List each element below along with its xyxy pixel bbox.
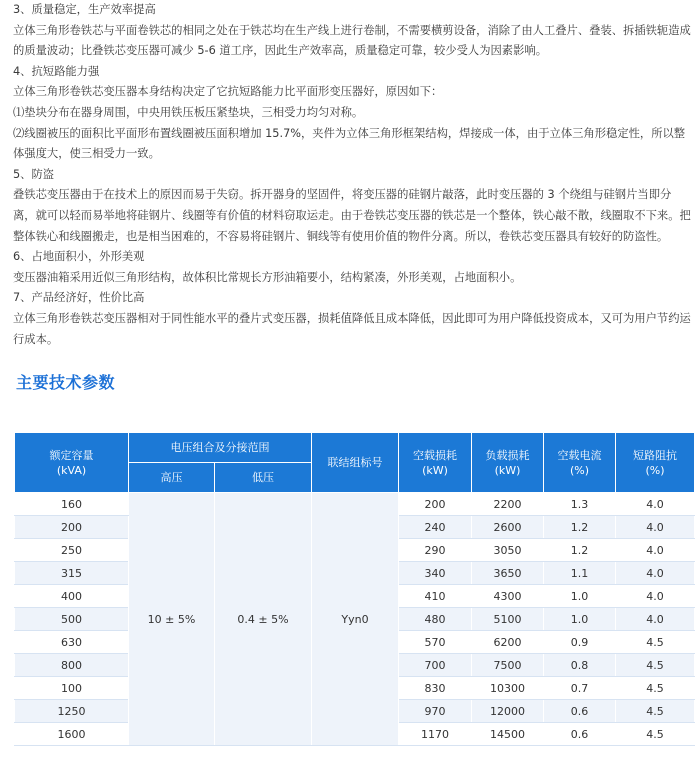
heading-quality: 3、质量稳定，生产效率提高 xyxy=(13,3,156,16)
cell-load-loss: 5100 xyxy=(472,608,544,631)
cell-no-load-current: 1.0 xyxy=(544,585,616,608)
cell-no-load-current: 0.7 xyxy=(544,677,616,700)
spec-table xyxy=(14,432,695,746)
cell-no-load-current: 0.6 xyxy=(544,723,616,746)
cell-load-loss: 4300 xyxy=(472,585,544,608)
cell-no-load-loss: 240 xyxy=(399,516,472,539)
cell-no-load-loss: 830 xyxy=(399,677,472,700)
table-row xyxy=(15,493,695,516)
col-header-capacity-unit: (kVA) xyxy=(56,463,87,477)
cell-impedance: 4.5 xyxy=(616,654,695,677)
cell-no-load-loss: 340 xyxy=(399,562,472,585)
heading-anti-theft: 5、防盗 xyxy=(13,167,55,181)
col-header-impedance-unit: (%) xyxy=(645,463,665,477)
cell-impedance: 4.0 xyxy=(616,585,695,608)
cell-no-load-current: 1.3 xyxy=(544,493,616,516)
cell-load-loss: 3650 xyxy=(472,562,544,585)
cell-capacity: 1600 xyxy=(15,723,129,746)
cell-load-loss: 14500 xyxy=(472,723,544,746)
cell-capacity: 315 xyxy=(15,562,129,585)
col-header-no-load-loss-label: 空载损耗 xyxy=(413,448,457,462)
cell-no-load-loss: 1170 xyxy=(399,723,472,746)
cell-no-load-current: 1.2 xyxy=(544,516,616,539)
cell-load-loss: 3050 xyxy=(472,539,544,562)
cell-impedance: 4.0 xyxy=(616,562,695,585)
col-header-no-load-current-unit: (%) xyxy=(569,463,590,477)
cell-no-load-current: 1.1 xyxy=(544,562,616,585)
cell-capacity: 630 xyxy=(15,631,129,654)
cell-no-load-current: 0.8 xyxy=(544,654,616,677)
cell-impedance: 4.0 xyxy=(616,493,695,516)
cell-no-load-current: 1.2 xyxy=(544,539,616,562)
feature-text xyxy=(13,0,693,350)
cell-no-load-loss: 480 xyxy=(399,608,472,631)
list-item-coil-area: ⑵线圈被压的面积比平面形布置线圈被压面积增加 15.7%，夹件为立体三角形框架结构，焊接成一体，由于立体三角形稳定性，所以整体强度大，使三相受力一致。 xyxy=(13,126,686,161)
heading-footprint: 6、占地面积小，外形美观 xyxy=(13,250,145,264)
cell-connection: Yyn0 xyxy=(312,493,399,746)
col-header-no-load-loss xyxy=(399,433,472,493)
cell-load-loss: 12000 xyxy=(472,700,544,723)
col-header-low-voltage: 低压 xyxy=(215,463,312,493)
cell-no-load-current: 0.6 xyxy=(544,700,616,723)
list-item-spacers: ⑴垫块分布在器身周围，中央用铁压板压紧垫块，三相受力均匀对称。 xyxy=(13,105,364,119)
cell-no-load-loss: 700 xyxy=(399,654,472,677)
paragraph-quality: 立体三角形卷铁芯与平面卷铁芯的相同之处在于铁芯均在生产线上进行卷制，不需要横剪设备，消除了由人工叠片、叠装、拆插铁轭造成的质量波动；比叠铁芯变压器可减少 5-6 道工序，因此生产效率高，质量稳定可靠，较少受人为因素影响。 xyxy=(13,23,691,58)
paragraph-short-circuit: 立体三角形卷铁芯变压器本身结构决定了它抗短路能力比平面形变压器好，原因如下： xyxy=(13,85,443,99)
col-header-load-loss-label: 负载损耗 xyxy=(485,448,530,462)
cell-impedance: 4.5 xyxy=(616,677,695,700)
paragraph-footprint: 变压器油箱采用近似三角形结构，故体积比常规长方形油箱要小，结构紧凑，外形美观，占地面积小。 xyxy=(13,270,522,284)
paragraph-economy: 立体三角形卷铁芯变压器相对于同性能水平的叠片式变压器，损耗值降低且成本降低，因此即可为用户降低投资成本，又可为用户节约运行成本。 xyxy=(13,311,691,346)
cell-no-load-loss: 200 xyxy=(399,493,472,516)
col-header-voltage-group: 电压组合及分接范围 xyxy=(129,433,312,463)
cell-load-loss: 2200 xyxy=(472,493,544,516)
cell-no-load-loss: 410 xyxy=(399,585,472,608)
paragraph-anti-theft: 叠铁芯变压器由于在技术上的原因而易于失窃。拆开器身的坚固件，将变压器的硅钢片敲落，此时变压器的 3 个绕组与硅钢片当即分离，就可以轻而易举地将硅钢片、线圈等有价值的材料窃取运走。由于卷铁芯变压器的铁芯是一个整体，铁心敲不散，线圈取不下来。把整体铁心和线圈搬走，也是相当困难的，不容易将硅钢片、铜线等有使用价值的物件分离。所以，卷铁芯变压器具有较好的防盗性。 xyxy=(13,188,691,243)
cell-capacity: 250 xyxy=(15,539,129,562)
cell-no-load-current: 1.0 xyxy=(544,608,616,631)
cell-no-load-current: 0.9 xyxy=(544,631,616,654)
cell-no-load-loss: 290 xyxy=(399,539,472,562)
col-header-no-load-loss-unit: (kW) xyxy=(422,463,448,477)
col-header-no-load-current xyxy=(544,433,616,493)
cell-no-load-loss: 570 xyxy=(399,631,472,654)
cell-load-loss: 7500 xyxy=(472,654,544,677)
col-header-connection: 联结组标号 xyxy=(312,433,399,493)
cell-impedance: 4.0 xyxy=(616,516,695,539)
col-header-impedance-label: 短路阻抗 xyxy=(633,448,677,462)
cell-capacity: 160 xyxy=(15,493,129,516)
cell-low-voltage: 0.4 ± 5% xyxy=(215,493,312,746)
cell-high-voltage: 10 ± 5% xyxy=(129,493,215,746)
col-header-load-loss xyxy=(472,433,544,493)
heading-economy: 7、产品经济好，性价比高 xyxy=(13,291,145,305)
section-title: 主要技术参数 xyxy=(16,373,116,392)
cell-capacity: 200 xyxy=(15,516,129,539)
cell-impedance: 4.5 xyxy=(616,723,695,746)
col-header-capacity-label: 额定容量 xyxy=(49,448,94,462)
col-header-impedance xyxy=(616,433,695,493)
col-header-high-voltage: 高压 xyxy=(129,463,215,493)
cell-capacity: 500 xyxy=(15,608,129,631)
cell-capacity: 400 xyxy=(15,585,129,608)
cell-load-loss: 6200 xyxy=(472,631,544,654)
cell-capacity: 100 xyxy=(15,677,129,700)
col-header-no-load-current-label: 空载电流 xyxy=(557,448,602,462)
cell-capacity: 800 xyxy=(15,654,129,677)
cell-impedance: 4.0 xyxy=(616,539,695,562)
col-header-load-loss-unit: (kW) xyxy=(494,463,521,477)
cell-capacity: 1250 xyxy=(15,700,129,723)
heading-short-circuit: 4、抗短路能力强 xyxy=(13,64,100,78)
cell-load-loss: 10300 xyxy=(472,677,544,700)
cell-impedance: 4.0 xyxy=(616,608,695,631)
cell-load-loss: 2600 xyxy=(472,516,544,539)
cell-impedance: 4.5 xyxy=(616,631,695,654)
col-header-capacity xyxy=(15,433,129,493)
cell-impedance: 4.5 xyxy=(616,700,695,723)
cell-no-load-loss: 970 xyxy=(399,700,472,723)
